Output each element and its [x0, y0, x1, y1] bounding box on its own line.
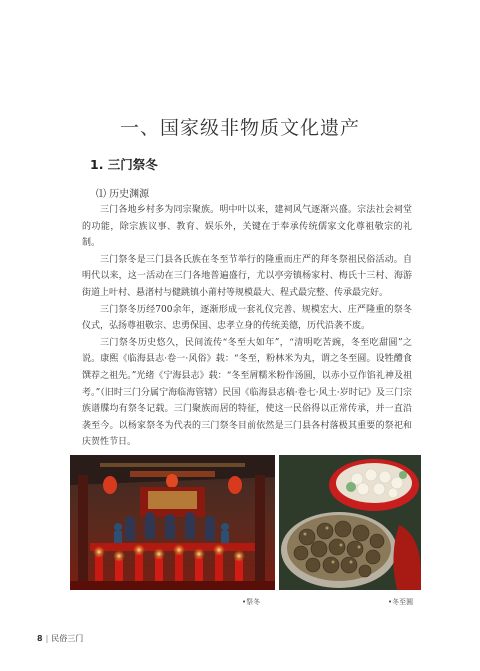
photo-caption-right: •冬至圆: [388, 598, 414, 606]
photo-caption-left: •祭冬: [242, 598, 261, 606]
paragraph: 三门各地乡村多为同宗聚族。明中叶以来，建祠风气逐渐兴盛。宗法社会祠堂的功能，除宗族议事、教育、娱乐外，关键在于奉承传统儒家文化尊祖敬宗的礼制。: [82, 205, 412, 249]
page-number: 8: [37, 634, 43, 643]
tangyuan-photo: [279, 455, 421, 590]
book-title: 民俗三门: [51, 634, 84, 643]
paragraph: 三门祭冬历经700余年，逐渐形成一套礼仪完善、规模宏大、庄严隆重的祭冬仪式，弘扬尊祖敬宗、忠勇保国、忠孝立身的传统美德，历代沿袭不废。: [82, 304, 412, 332]
section-title: 1. 三门祭冬: [90, 157, 158, 172]
body-text: [82, 202, 412, 451]
subsection-title: ⑴ 历史渊源: [96, 189, 150, 200]
paragraph: 三门祭冬是三门县各氏族在冬至节举行的隆重而庄严的拜冬祭祖民俗活动。自明代以来，这一活动在三门各地普遍盛行，尤以亭旁镇杨家村、梅氏十三村、海游街道上叶村、悬渚村与健跳镇小莆村等规模最大、程式最完整、传承最完好。: [82, 254, 412, 298]
ceremony-photo: [70, 455, 275, 590]
paragraph: 三门祭冬历史悠久，民间流传“冬至大如年”，“清明吃苦豌，冬至吃甜圆”之说。康熙《临海县志·卷一·风俗》载：“冬至，粉林米为丸，谓之冬至圆。设牲醴食馔荐之祖先。”光绪《宁海县志》载：“冬至屑糯米粉作汤圆，以赤小豆作馅礼神及祖考。”（旧时三门分属宁海临海管辖）民国《临海县志稿·卷七·风土·岁时记》及三门宗族谱牒均有祭冬记载。三门聚族而居的特征，使这一民俗得以正常传承，并一直沿袭至今。以杨家祭冬为代表的三门祭冬目前依然是三门县各村落极其重要的祭祀和庆贺性节日。: [82, 337, 412, 448]
footer-separator: |: [45, 634, 49, 643]
chapter-title: 一、国家级非物质文化遗产: [119, 117, 360, 139]
page-footer: [37, 633, 83, 644]
